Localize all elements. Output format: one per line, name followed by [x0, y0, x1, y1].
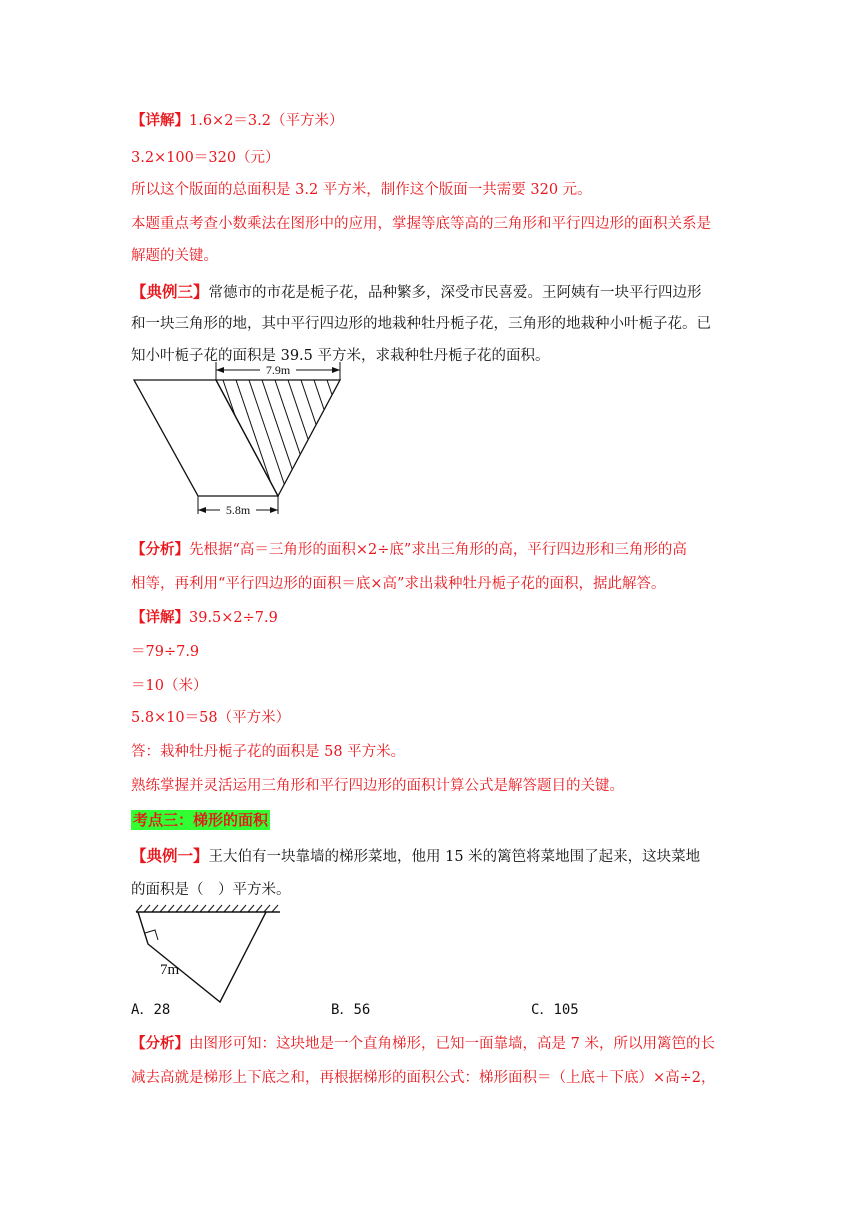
detail-line-2: ＝79÷7.9 [131, 644, 200, 660]
trapezoid-wall-figure [128, 902, 288, 1012]
example1-line-2: 的面积是（ ）平方米。 [131, 882, 291, 898]
trapezoid-shape [138, 912, 266, 1002]
analysis-line-1: 【分析】先根据“高＝三角形的面积×2÷底”求出三角形的高，平行四边形和三角形的高 [131, 541, 687, 558]
detail-tag: 【详解】 [131, 112, 189, 129]
triangle-hatching [223, 380, 367, 498]
analysis2-line-1: 【分析】由图形可知：这块地是一个直角梯形，已知一面靠墙，高是 7 米，所以用篱笆的长 [131, 1035, 715, 1052]
answer-line-1: 【详解】1.6×2＝3.2（平方米） [131, 112, 344, 129]
detail-line-3: ＝10（米） [131, 678, 208, 694]
triangle-shape [216, 380, 340, 496]
parallelogram-shape [134, 380, 278, 496]
example3-line-1: 【典例三】常德市的市花是栀子花，品种繁多，深受市民喜爱。王阿姨有一块平行四边形 [131, 282, 702, 301]
option-c[interactable]: C．105 [531, 1002, 579, 1018]
top-dimension-label: 7.9m [265, 363, 291, 377]
answer-line-2: 3.2×100＝320（元） [131, 150, 280, 166]
detail-line-4: 5.8×10＝58（平方米） [131, 710, 291, 726]
detail-line-1: 【详解】39.5×2÷7.9 [131, 609, 278, 626]
analysis-line-2: 相等，再利用“平行四边形的面积＝底×高”求出栽种牡丹栀子花的面积，据此解答。 [131, 576, 666, 592]
parallelogram-triangle-figure [128, 358, 368, 518]
note-line-2: 解题的关键。 [131, 248, 218, 264]
side-label: 7m [160, 962, 180, 978]
example-tag: 【典例三】 [131, 282, 209, 301]
section-header: 考点三：梯形的面积 [133, 811, 269, 829]
option-a[interactable]: A．28 [131, 1002, 171, 1018]
example3-line-3: 知小叶栀子花的面积是 39.5 平方米，求栽种牡丹栀子花的面积。 [131, 348, 550, 364]
wall-hatching [136, 905, 278, 912]
summary-line: 熟练掌握并灵活运用三角形和平行四边形的面积计算公式是解答题目的关键。 [131, 778, 624, 794]
analysis2-line-2: 减去高就是梯形上下底之和，再根据梯形的面积公式：梯形面积＝（上底＋下底）×高÷2， [131, 1070, 716, 1086]
bottom-dimension-label: 5.8m [225, 503, 251, 517]
example1-line-1: 【典例一】王大伯有一块靠墙的梯形菜地，他用 15 米的篱笆将菜地围了起来，这块菜地 [131, 846, 701, 865]
example3-line-2: 和一块三角形的地，其中平行四边形的地栽种牡丹栀子花，三角形的地栽种小叶栀子花。已 [131, 316, 711, 332]
answer-line-3: 所以这个版面的总面积是 3.2 平方米，制作这个版面一共需要 320 元。 [131, 182, 592, 198]
answer-line: 答：栽种牡丹栀子花的面积是 58 平方米。 [131, 744, 406, 760]
option-b[interactable]: B．56 [331, 1002, 371, 1018]
note-line-1: 本题重点考查小数乘法在图形中的应用，掌握等底等高的三角形和平行四边形的面积关系是 [131, 216, 711, 232]
